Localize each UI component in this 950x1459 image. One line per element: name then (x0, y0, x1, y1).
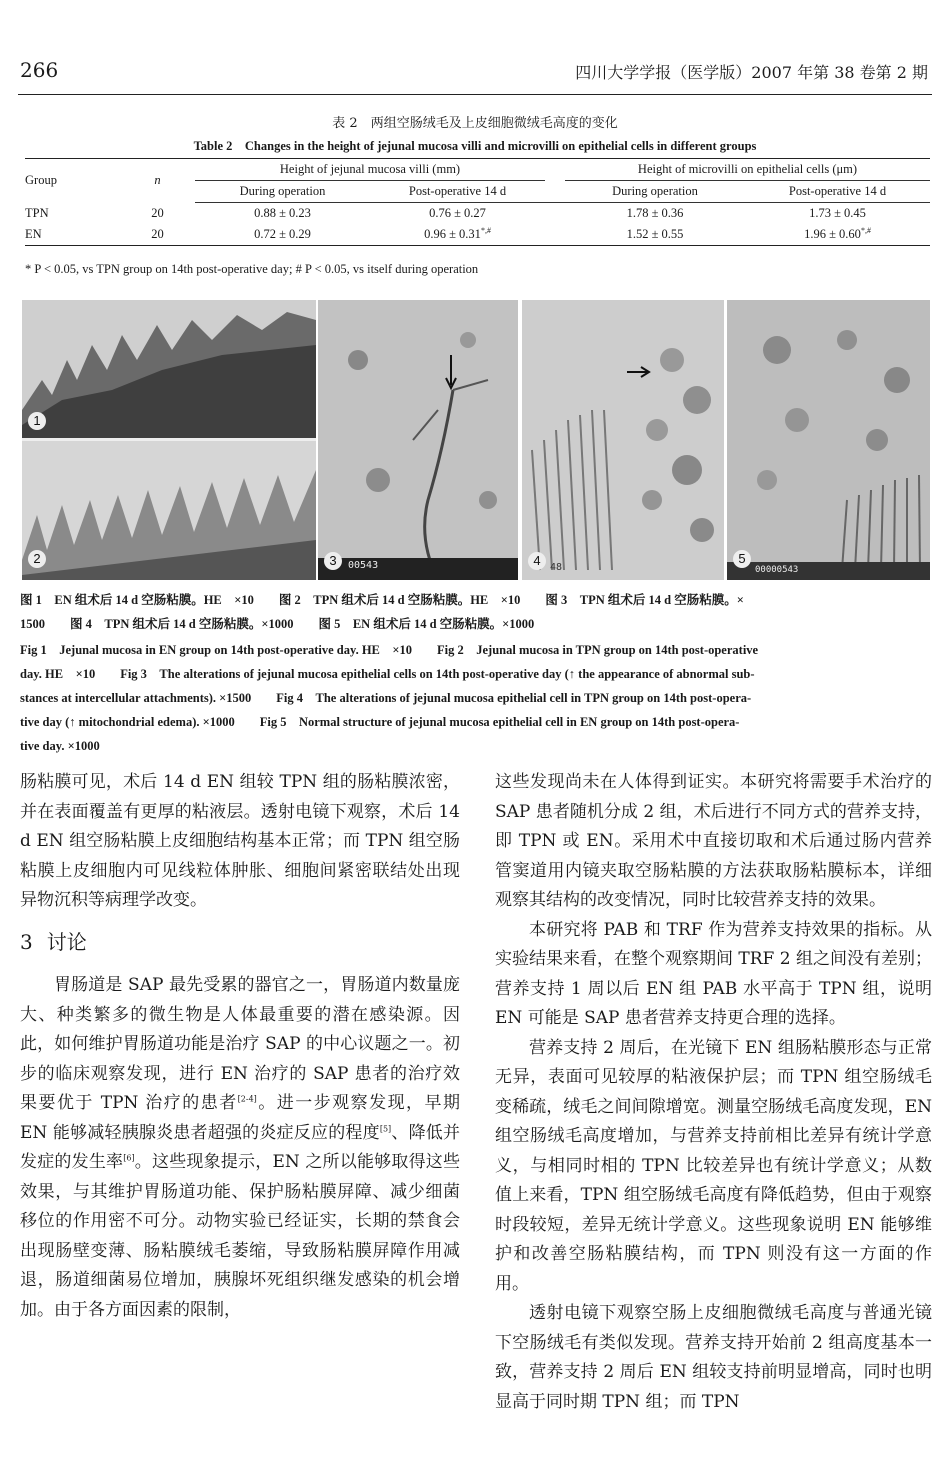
section-heading (20, 928, 460, 958)
scale-code-5: 00000543 (755, 565, 799, 575)
row-value: 0.96 ± 0.31 (424, 227, 481, 241)
left-paragraph-1: 肠粘膜可见，术后 14 d EN 组较 TPN 组的肠粘膜浓密，并在表面覆盖有更厚的粘液层。透射电镜下观察，术后 14 d EN 组空肠粘膜上皮细胞结构基本正常；而 TPN 组空肠粘膜上皮细胞内可见线粒体肿胀、细胞间紧密联结处出现异物沉积等病理学改变。 (20, 772, 460, 910)
figure-label-5: 5 (733, 550, 751, 568)
text-run: 。进一步观察发现，早期 EN 能够减轻胰腺炎患者超强的炎症反应的程度 (20, 1093, 460, 1143)
left-column (20, 768, 460, 1325)
head-n: n (120, 159, 195, 203)
figure-caption-cn-line: 1500 图 4 TPN 组术后 14 d 空肠粘膜。×1000 图 5 EN 组术后 14 d 空肠粘膜。×1000 (20, 617, 535, 631)
electron-micrograph-image (522, 300, 724, 580)
citation: [2-4] (237, 1094, 257, 1104)
text-run: 、降低并发症的发生率 (20, 1122, 460, 1172)
header-rule (18, 94, 932, 95)
sub-during-2: During operation (565, 181, 745, 203)
table-note: * P < 0.05, vs TPN group on 14th post-operative day; # P < 0.05, vs itself during operation (25, 262, 479, 276)
right-column (495, 768, 932, 1417)
right-paragraph-4: 透射电镜下观察空肠上皮细胞微绒毛高度与普通光镜下空肠绒毛有类似发现。营养支持开始前 2 组高度基本一致，营养支持 2 周后 EN 组较支持前明显增高，同时也明显高于同时期 TPN 组；而 TPN (495, 1303, 932, 1412)
right-paragraph-2: 本研究将 PAB 和 TRF 作为营养支持效果的指标。从实验结果来看，在整个观察期间 TRF 2 组之间没有差别；营养支持 1 周以后 EN 组 PAB 水平高于 TPN 组，说明 EN 可能是 SAP 患者营养支持更合理的选择。 (495, 919, 932, 1028)
row-value: 0.76 ± 0.27 (429, 206, 486, 220)
row-value: 1.52 ± 0.55 (565, 224, 745, 246)
figure-caption-en-line: stances at intercellular attachments). ×1500 Fig 4 The alterations of jejunal mucosa epithelial cell in TPN group on 14th post-opera- (20, 691, 752, 705)
figure-label-4: 4 (528, 552, 546, 570)
row-group: TPN (25, 205, 49, 220)
figure-caption-en-line: day. HE ×10 Fig 3 The alterations of jejunal mucosa epithelial cells on 14th post-operative day (↑ the appearance of abnormal sub- (20, 667, 755, 681)
figure-caption-en-line: Fig 1 Jejunal mucosa in EN group on 14th post-operative day. HE ×10 Fig 2 Jejunal mucosa in TPN group on 14th post-operative (20, 643, 759, 657)
citation: [6] (123, 1153, 135, 1163)
row-n: 20 (151, 205, 164, 220)
scale-code-4: 48 (550, 562, 563, 573)
figure-label-1: 1 (28, 412, 46, 430)
section-title: 讨论 (46, 929, 87, 954)
row-value: 0.88 ± 0.23 (254, 206, 311, 220)
page-number: 266 (20, 58, 59, 82)
electron-micrograph-image (727, 300, 930, 580)
figure-caption-en-line: tive day (↑ mitochondrial edema). ×1000 Fig 5 Normal structure of jejunal mucosa epithelial cell in EN group on 14th post-opera- (20, 715, 740, 729)
row-value-cell (745, 224, 930, 246)
significance-mark: *,# (860, 225, 871, 235)
figure-3-micrograph (318, 300, 518, 580)
table-caption-cn: 表 2 两组空肠绒毛及上皮细胞微绒毛高度的变化 (332, 116, 618, 131)
light-micrograph-image (22, 300, 316, 580)
figure-caption-cn (20, 588, 932, 636)
table-row (25, 203, 930, 225)
figure-caption-cn-line: 图 1 EN 组术后 14 d 空肠粘膜。HE ×10 图 2 TPN 组术后 14 d 空肠粘膜。HE ×10 图 3 TPN 组术后 14 d 空肠粘膜。× (20, 593, 744, 607)
head-microvilli: Height of microvilli on epithelial cells (μm) (565, 159, 930, 181)
figure-label-2: 2 (28, 550, 46, 568)
figure-1-2-micrograph (22, 300, 316, 580)
scale-code-3: 00543 (348, 560, 379, 571)
figure-caption-en (20, 638, 932, 758)
head-villi: Height of jejunal mucosa villi (mm) (195, 159, 545, 181)
row-value: 1.73 ± 0.45 (809, 206, 866, 220)
right-paragraph-1: 这些发现尚未在人体得到证实。本研究将需要手术治疗的 SAP 患者随机分成 2 组，术后进行不同方式的营养支持，即 TPN 或 EN。采用术中直接切取和术后通过肠内营养管窦道用内镜夹取空肠粘膜的方法获取肠粘膜标本，详细观察其结构的改变情况，同时比较营养支持的效果。 (495, 772, 932, 910)
sub-during-1: During operation (195, 181, 370, 203)
left-paragraph-2 (20, 971, 460, 1325)
sub-post-1: Post-operative 14 d (370, 181, 545, 203)
row-value: 0.72 ± 0.29 (195, 224, 370, 246)
row-group: EN (25, 224, 120, 246)
sub-post-2: Post-operative 14 d (745, 181, 930, 203)
figure-5-micrograph (727, 300, 930, 580)
figure-4-micrograph (522, 300, 724, 580)
table-row (25, 224, 930, 246)
text-run: 。这些现象提示，EN 之所以能够取得这些效果，与其维护胃肠道功能、保护肠粘膜屏障、减少细菌移位的作用密不可分。动物实验已经证实，长期的禁食会出现肠壁变薄、肠粘膜绒毛萎缩，导致肠粘膜屏障作用减退，肠道细菌易位增加，胰腺坏死组织继发感染的机会增加。由于各方面因素的限制， (20, 1152, 460, 1320)
row-value: 1.96 ± 0.60 (804, 227, 861, 241)
significance-mark: *,# (480, 225, 491, 235)
journal-title: 四川大学学报（医学版）2007 年第 38 卷第 2 期 (575, 63, 928, 82)
row-n: 20 (120, 224, 195, 246)
row-value: 1.78 ± 0.36 (626, 206, 684, 220)
data-table (25, 158, 930, 246)
table-caption-en: Table 2 Changes in the height of jejunal mucosa villi and microvilli on epithelial cells in different groups (193, 139, 757, 153)
citation: [5] (379, 1123, 392, 1133)
right-paragraph-3: 营养支持 2 周后，在光镜下 EN 组肠粘膜形态与正常无异，表面可见较厚的粘液保护层；而 TPN 组空肠绒毛变稀疏，绒毛之间间隙增宽。测量空肠绒毛高度发现，EN 组空肠绒毛高度增加，与营养支持前相比差异有统计学意义，与相同时相的 TPN 比较差异也有统计学意义；从数值上来看，TPN 组空肠绒毛高度有降低趋势，但由于观察时段较短，差异无统计学意义。这些现象说明 EN 能够维护和改善空肠粘膜结构，而 TPN 则没有这一方面的作用。 (495, 1037, 932, 1294)
figure-label-3: 3 (324, 552, 342, 570)
head-group: Group (25, 159, 120, 203)
figure-caption-en-line: tive day. ×1000 (20, 739, 100, 753)
electron-micrograph-image (318, 300, 518, 580)
text-run: 胃肠道是 SAP 最先受累的器官之一，胃肠道内数量庞大、种类繁多的微生物是人体最重要的潜在感染源。因此，如何维护胃肠道功能是治疗 SAP 的中心议题之一。初步的临床观察发现，进行 EN 治疗的 SAP 患者的治疗效果要优于 TPN 治疗的患者 (20, 975, 460, 1113)
row-value-cell (370, 224, 545, 246)
section-number: 3 (20, 929, 33, 954)
